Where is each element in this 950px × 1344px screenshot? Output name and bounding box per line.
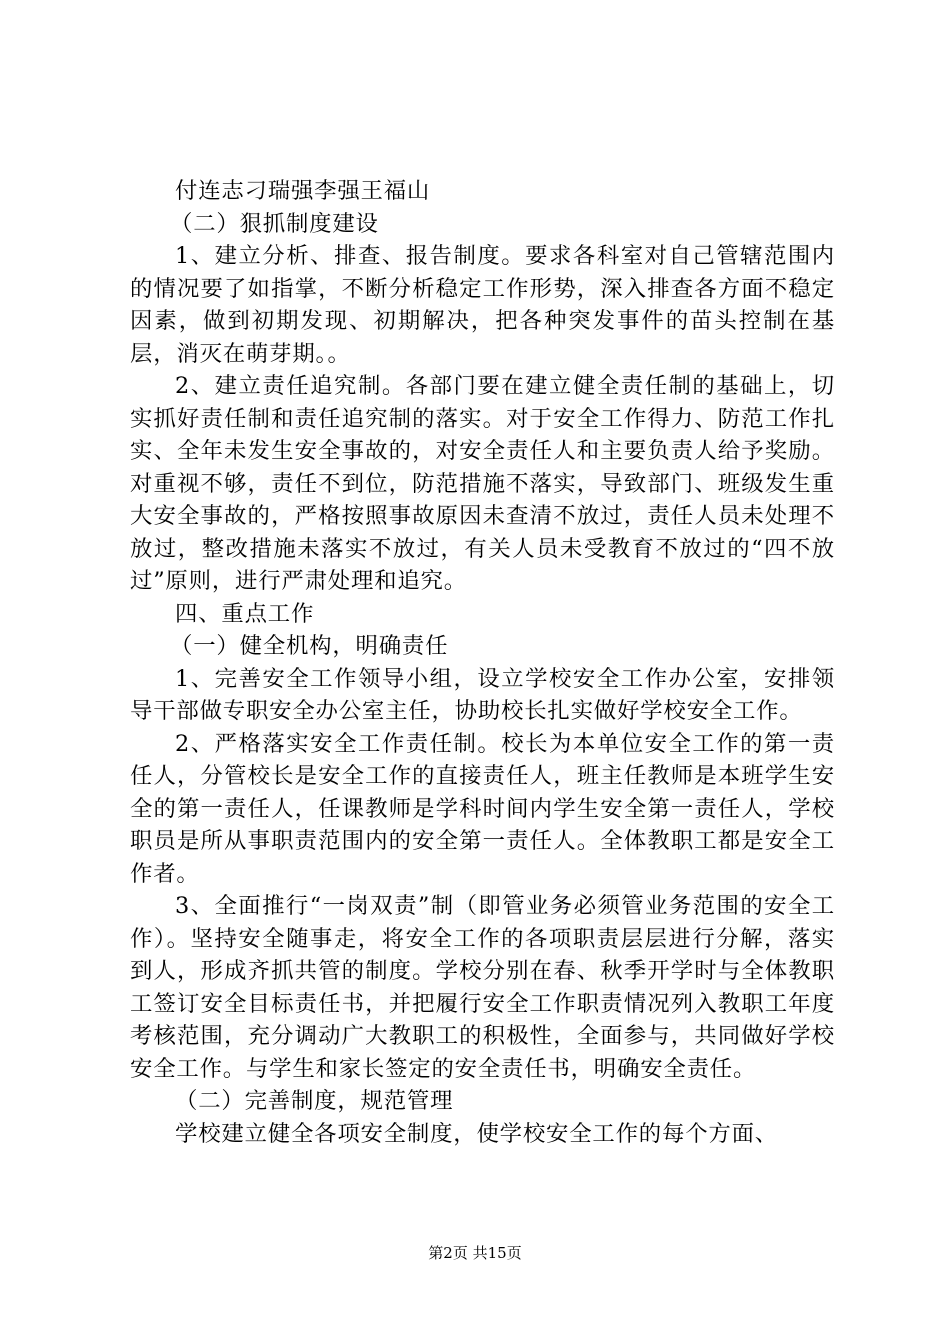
body-paragraph: 1、建立分析、排查、报告制度。要求各科室对自己管辖范围内的情况要了如指掌，不断分析稳定工作形势，深入排查各方面不稳定因素，做到初期发现、初期解决，把各种突发事件的苗头控制在基层，消灭在萌芽期。。 [130,243,835,367]
body-paragraph: 3、全面推行“一岗双责”制（即管业务必须管业务范围的安全工作）。坚持安全随事走，将安全工作的各项职责层层进行分解，落实到人，形成齐抓共管的制度。学校分别在春、秋季开学时与全体教职工签订安全目标责任书，并把履行安全工作职责情况列入教职工年度考核范围，充分调动广大教职工的积极性，全面参与，共同做好学校安全工作。与学生和家长签定的安全责任书，明确安全责任。 [130,893,835,1082]
section-heading: （二）完善制度，规范管理 [175,1088,454,1114]
section-heading: （一）健全机构，明确责任 [170,633,449,659]
body-paragraph: 2、建立责任追究制。各部门要在建立健全责任制的基础上，切实抓好责任制和责任追究制的落实。对于安全工作得力、防范工作扎实、全年未发生安全事故的，对安全责任人和主要负责人给予奖励。对重视不够，责任不到位，防范措施不落实，导致部门、班级发生重大安全事故的，严格按照事故原因未查清不放过，责任人员未处理不放过，整改措施未落实不放过，有关人员未受教育不放过的“四不放过”原则，进行严肃处理和追究。 [130,373,835,594]
section-heading: （二）狠抓制度建设 [170,210,379,237]
body-paragraph: 学校建立健全各项安全制度，使学校安全工作的每个方面、 [175,1120,778,1147]
body-paragraph: 2、严格落实安全工作责任制。校长为本单位安全工作的第一责任人，分管校长是安全工作的直接责任人，班主任教师是本班学生安全的第一责任人，任课教师是学科时间内学生安全第一责任人，学校职员是所从事职责范围内的安全第一责任人。全体教职工都是安全工作者。 [130,730,835,887]
page-number-footer: 第2页 共15页 [428,1244,522,1262]
name-list-paragraph: 付连志刁瑞强李强王福山 [175,178,431,204]
body-paragraph: 1、完善安全工作领导小组，设立学校安全工作办公室，安排领导干部做专职安全办公室主任，协助校长扎实做好学校安全工作。 [130,665,835,724]
section-heading: 四、重点工作 [175,600,315,627]
document-body [130,175,835,1150]
